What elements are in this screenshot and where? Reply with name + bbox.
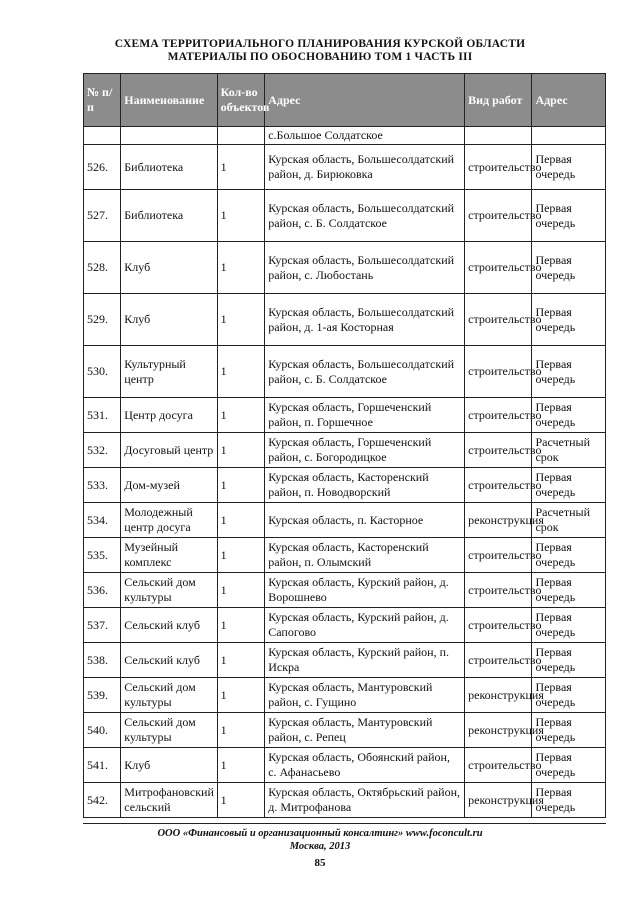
row-work-type: строительство <box>465 294 532 346</box>
row-work-type: строительство <box>465 145 532 190</box>
row-number: 529. <box>84 294 121 346</box>
row-number: 526. <box>84 145 121 190</box>
row-count: 1 <box>217 145 265 190</box>
row-work-type: строительство <box>465 538 532 573</box>
row-stage: Первая очередь <box>532 538 606 573</box>
document-header <box>0 38 640 64</box>
row-name: Сельский дом культуры <box>121 678 217 713</box>
row-address: Курская область, Большесолдатский район, с. Любостань <box>265 242 465 294</box>
row-work-type: строительство <box>465 608 532 643</box>
col-work-type: Вид работ <box>465 74 532 127</box>
row-stage: Первая очередь <box>532 190 606 242</box>
row-name: Молодежный центр досуга <box>121 503 217 538</box>
row-count: 1 <box>217 242 265 294</box>
row-address: Курская область, Горшеченский район, с. Богородицкое <box>265 433 465 468</box>
row-work-type: строительство <box>465 190 532 242</box>
row-number: 542. <box>84 783 121 818</box>
footer <box>0 827 640 853</box>
col-address: Адрес <box>265 74 465 127</box>
row-name: Библиотека <box>121 145 217 190</box>
page-number: 85 <box>314 857 326 869</box>
row-address: Курская область, Курский район, д. Ворошнево <box>265 573 465 608</box>
col-name: Наименование <box>121 74 217 127</box>
row-stage: Первая очередь <box>532 573 606 608</box>
row-address: Курская область, Большесолдатский район, с. Б. Солдатское <box>265 190 465 242</box>
footer-company: ООО «Финансовый и организационный консалтинг» www.foconcult.ru <box>157 828 483 839</box>
row-stage: Первая очередь <box>532 468 606 503</box>
row-address: Курская область, Большесолдатский район, с. Б. Солдатское <box>265 346 465 398</box>
col-count: Кол-во объектов <box>217 74 265 127</box>
table-row <box>84 145 606 190</box>
row-work-type: строительство <box>465 398 532 433</box>
row-name: Митрофановский сельский <box>121 783 217 818</box>
footer-city-year: Москва, 2013 <box>289 841 351 852</box>
row-count: 1 <box>217 433 265 468</box>
table-row <box>84 748 606 783</box>
row-stage: Первая очередь <box>532 608 606 643</box>
row-count: 1 <box>217 503 265 538</box>
table-row <box>84 398 606 433</box>
row-count: 1 <box>217 783 265 818</box>
table-row <box>84 573 606 608</box>
row-stage: Первая очередь <box>532 398 606 433</box>
row-address: Курская область, Курский район, д. Сапогово <box>265 608 465 643</box>
row-name: Сельский клуб <box>121 608 217 643</box>
row-number: 531. <box>84 398 121 433</box>
row-work-type: реконструкция <box>465 503 532 538</box>
header-subtitle: МАТЕРИАЛЫ ПО ОБОСНОВАНИЮ ТОМ 1 ЧАСТЬ III <box>167 51 473 63</box>
row-name: Сельский дом культуры <box>121 713 217 748</box>
row-name: Центр досуга <box>121 398 217 433</box>
continuation-address: с.Большое Солдатское <box>265 127 465 145</box>
table-row <box>84 346 606 398</box>
row-work-type: строительство <box>465 748 532 783</box>
row-number: 539. <box>84 678 121 713</box>
row-address: Курская область, Мантуровский район, с. Гущино <box>265 678 465 713</box>
row-work-type: строительство <box>465 468 532 503</box>
row-work-type: строительство <box>465 643 532 678</box>
row-work-type: реконструкция <box>465 713 532 748</box>
row-count: 1 <box>217 346 265 398</box>
row-name: Сельский дом культуры <box>121 573 217 608</box>
row-count: 1 <box>217 713 265 748</box>
row-work-type: строительство <box>465 346 532 398</box>
table-row <box>84 433 606 468</box>
row-count: 1 <box>217 678 265 713</box>
row-number: 527. <box>84 190 121 242</box>
row-work-type: реконструкция <box>465 783 532 818</box>
row-name: Культурный центр <box>121 346 217 398</box>
row-address: Курская область, Касторенский район, п. Новодворский <box>265 468 465 503</box>
row-work-type: строительство <box>465 573 532 608</box>
row-stage: Первая очередь <box>532 713 606 748</box>
row-stage: Первая очередь <box>532 748 606 783</box>
row-number: 537. <box>84 608 121 643</box>
row-work-type: строительство <box>465 242 532 294</box>
row-count: 1 <box>217 468 265 503</box>
table-row <box>84 190 606 242</box>
row-stage: Первая очередь <box>532 346 606 398</box>
row-address: Курская область, Касторенский район, п. Олымский <box>265 538 465 573</box>
row-work-type: строительство <box>465 433 532 468</box>
table-row <box>84 503 606 538</box>
col-number: № п/п <box>84 74 121 127</box>
row-name: Клуб <box>121 748 217 783</box>
row-number: 536. <box>84 573 121 608</box>
row-name: Клуб <box>121 242 217 294</box>
table-row <box>84 608 606 643</box>
row-stage: Расчетный срок <box>532 503 606 538</box>
row-stage: Первая очередь <box>532 242 606 294</box>
row-address: Курская область, Курский район, п. Искра <box>265 643 465 678</box>
row-address: Курская область, п. Касторное <box>265 503 465 538</box>
row-number: 534. <box>84 503 121 538</box>
row-address: Курская область, Большесолдатский район, д. 1-ая Косторная <box>265 294 465 346</box>
row-number: 530. <box>84 346 121 398</box>
table-row <box>84 643 606 678</box>
table-row <box>84 678 606 713</box>
row-name: Сельский клуб <box>121 643 217 678</box>
row-number: 532. <box>84 433 121 468</box>
table-row <box>84 713 606 748</box>
row-stage: Первая очередь <box>532 294 606 346</box>
row-count: 1 <box>217 398 265 433</box>
table-row <box>84 242 606 294</box>
row-name: Библиотека <box>121 190 217 242</box>
continuation-row <box>84 127 606 145</box>
row-address: Курская область, Большесолдатский район, д. Бирюковка <box>265 145 465 190</box>
row-stage: Первая очередь <box>532 643 606 678</box>
row-name: Досуговый центр <box>121 433 217 468</box>
row-count: 1 <box>217 294 265 346</box>
row-name: Клуб <box>121 294 217 346</box>
table-row <box>84 294 606 346</box>
row-number: 541. <box>84 748 121 783</box>
table-row <box>84 468 606 503</box>
table-row <box>84 783 606 818</box>
footer-rule <box>83 823 606 824</box>
objects-table <box>83 73 606 818</box>
row-address: Курская область, Октябрьский район, д. Митрофанова <box>265 783 465 818</box>
row-number: 533. <box>84 468 121 503</box>
row-number: 540. <box>84 713 121 748</box>
row-name: Дом-музей <box>121 468 217 503</box>
col-stage: Адрес <box>532 74 606 127</box>
header-title: СХЕМА ТЕРРИТОРИАЛЬНОГО ПЛАНИРОВАНИЯ КУРСКОЙ ОБЛАСТИ <box>114 38 526 50</box>
row-address: Курская область, Обоянский район, с. Афанасьево <box>265 748 465 783</box>
table-row <box>84 538 606 573</box>
row-name: Музейный комплекс <box>121 538 217 573</box>
row-work-type: реконструкция <box>465 678 532 713</box>
row-stage: Расчетный срок <box>532 433 606 468</box>
row-address: Курская область, Мантуровский район, с. Репец <box>265 713 465 748</box>
row-stage: Первая очередь <box>532 145 606 190</box>
row-count: 1 <box>217 643 265 678</box>
row-number: 528. <box>84 242 121 294</box>
row-count: 1 <box>217 608 265 643</box>
row-count: 1 <box>217 190 265 242</box>
row-number: 535. <box>84 538 121 573</box>
row-count: 1 <box>217 538 265 573</box>
row-address: Курская область, Горшеченский район, п. Горшечное <box>265 398 465 433</box>
row-number: 538. <box>84 643 121 678</box>
row-count: 1 <box>217 748 265 783</box>
row-count: 1 <box>217 573 265 608</box>
row-stage: Первая очередь <box>532 678 606 713</box>
row-stage: Первая очередь <box>532 783 606 818</box>
